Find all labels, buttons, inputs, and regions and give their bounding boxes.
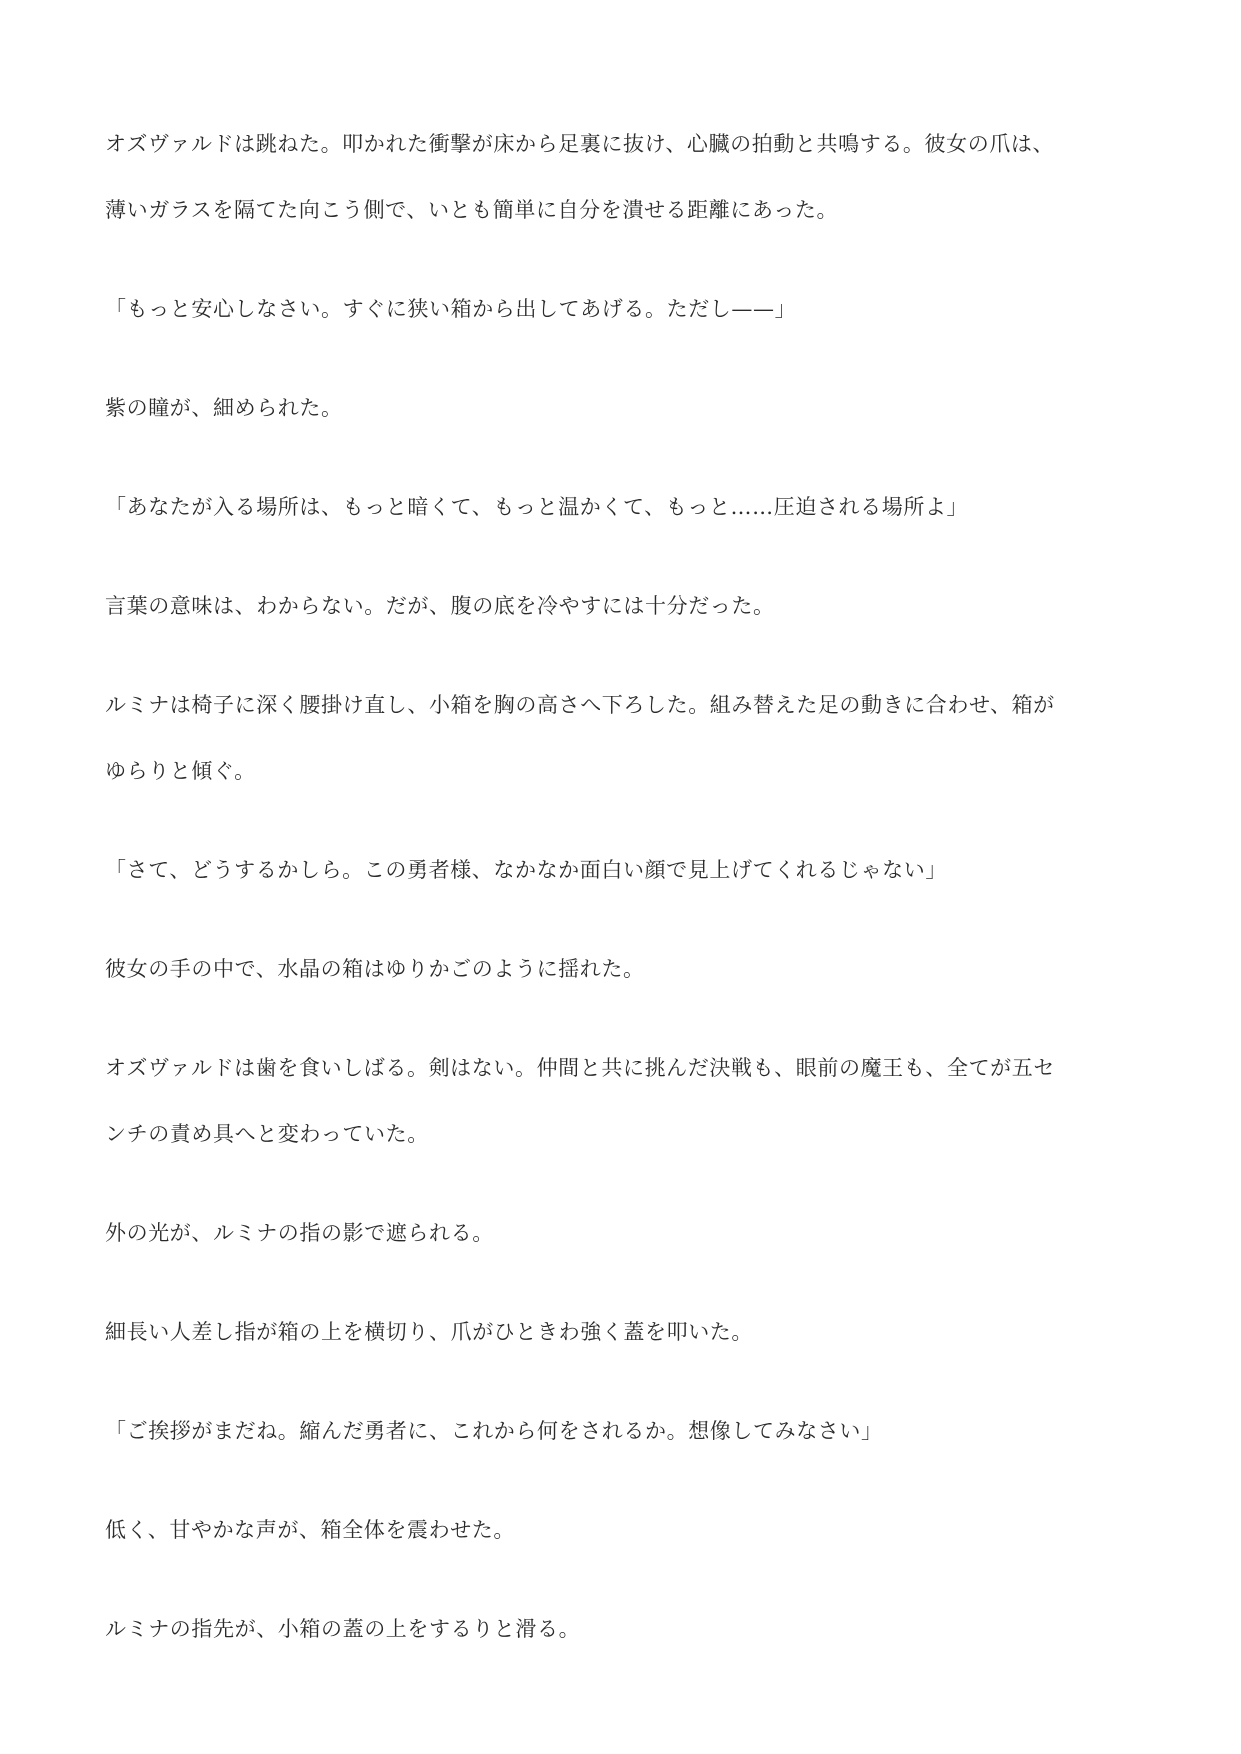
text-line: 外の光が、ルミナの指の影で遮られる。: [105, 1221, 494, 1245]
text-line: 「あなたが入る場所は、もっと暗くて、もっと温かくて、もっと……圧迫される場所よ」: [105, 495, 969, 519]
text-line: 低く、甘やかな声が、箱全体を震わせた。: [105, 1518, 515, 1542]
text-line: オズヴァルドは跳ねた。叩かれた衝撃が床から足裏に抜け、心臓の拍動と共鳴する。彼女の爪は、: [105, 132, 1055, 156]
text-line: 「もっと安心しなさい。すぐに狭い箱から出してあげる。ただし——」: [105, 297, 797, 321]
text-line: 「ご挨拶がまだね。縮んだ勇者に、これから何をされるか。想像してみなさい」: [105, 1419, 883, 1443]
body-text: [105, 128, 1135, 1712]
text-line: 細長い人差し指が箱の上を横切り、爪がひときわ強く蓋を叩いた。: [105, 1320, 753, 1344]
paragraph: [105, 953, 1135, 1019]
paragraph: [105, 128, 1135, 260]
paragraph: [105, 1514, 1135, 1580]
paragraph: [105, 689, 1135, 821]
text-line: ンチの責め具へと変わっていた。: [105, 1122, 429, 1146]
paragraph: [105, 590, 1135, 656]
paragraph: [105, 854, 1135, 920]
text-line: ゆらりと傾ぐ。: [105, 759, 256, 783]
paragraph: [105, 1613, 1135, 1679]
text-line: 言葉の意味は、わからない。だが、腹の底を冷やすには十分だった。: [105, 594, 775, 618]
text-line: ルミナの指先が、小箱の蓋の上をするりと滑る。: [105, 1617, 581, 1641]
paragraph: [105, 1052, 1135, 1184]
text-line: 彼女の手の中で、水晶の箱はゆりかごのように揺れた。: [105, 957, 645, 981]
paragraph: [105, 1415, 1135, 1481]
text-line: 紫の瞳が、細められた。: [105, 396, 343, 420]
paragraph: [105, 392, 1135, 458]
paragraph: [105, 293, 1135, 359]
paragraph: [105, 1316, 1135, 1382]
text-line: オズヴァルドは歯を食いしばる。剣はない。仲間と共に挑んだ決戦も、眼前の魔王も、全てが五セ: [105, 1056, 1055, 1080]
text-line: 薄いガラスを隔てた向こう側で、いとも簡単に自分を潰せる距離にあった。: [105, 198, 839, 222]
paragraph: [105, 1217, 1135, 1283]
text-line: 「さて、どうするかしら。この勇者様、なかなか面白い顔で見上げてくれるじゃない」: [105, 858, 947, 882]
text-line: ルミナは椅子に深く腰掛け直し、小箱を胸の高さへ下ろした。組み替えた足の動きに合わせ、箱が: [105, 693, 1055, 717]
paragraph: [105, 491, 1135, 557]
